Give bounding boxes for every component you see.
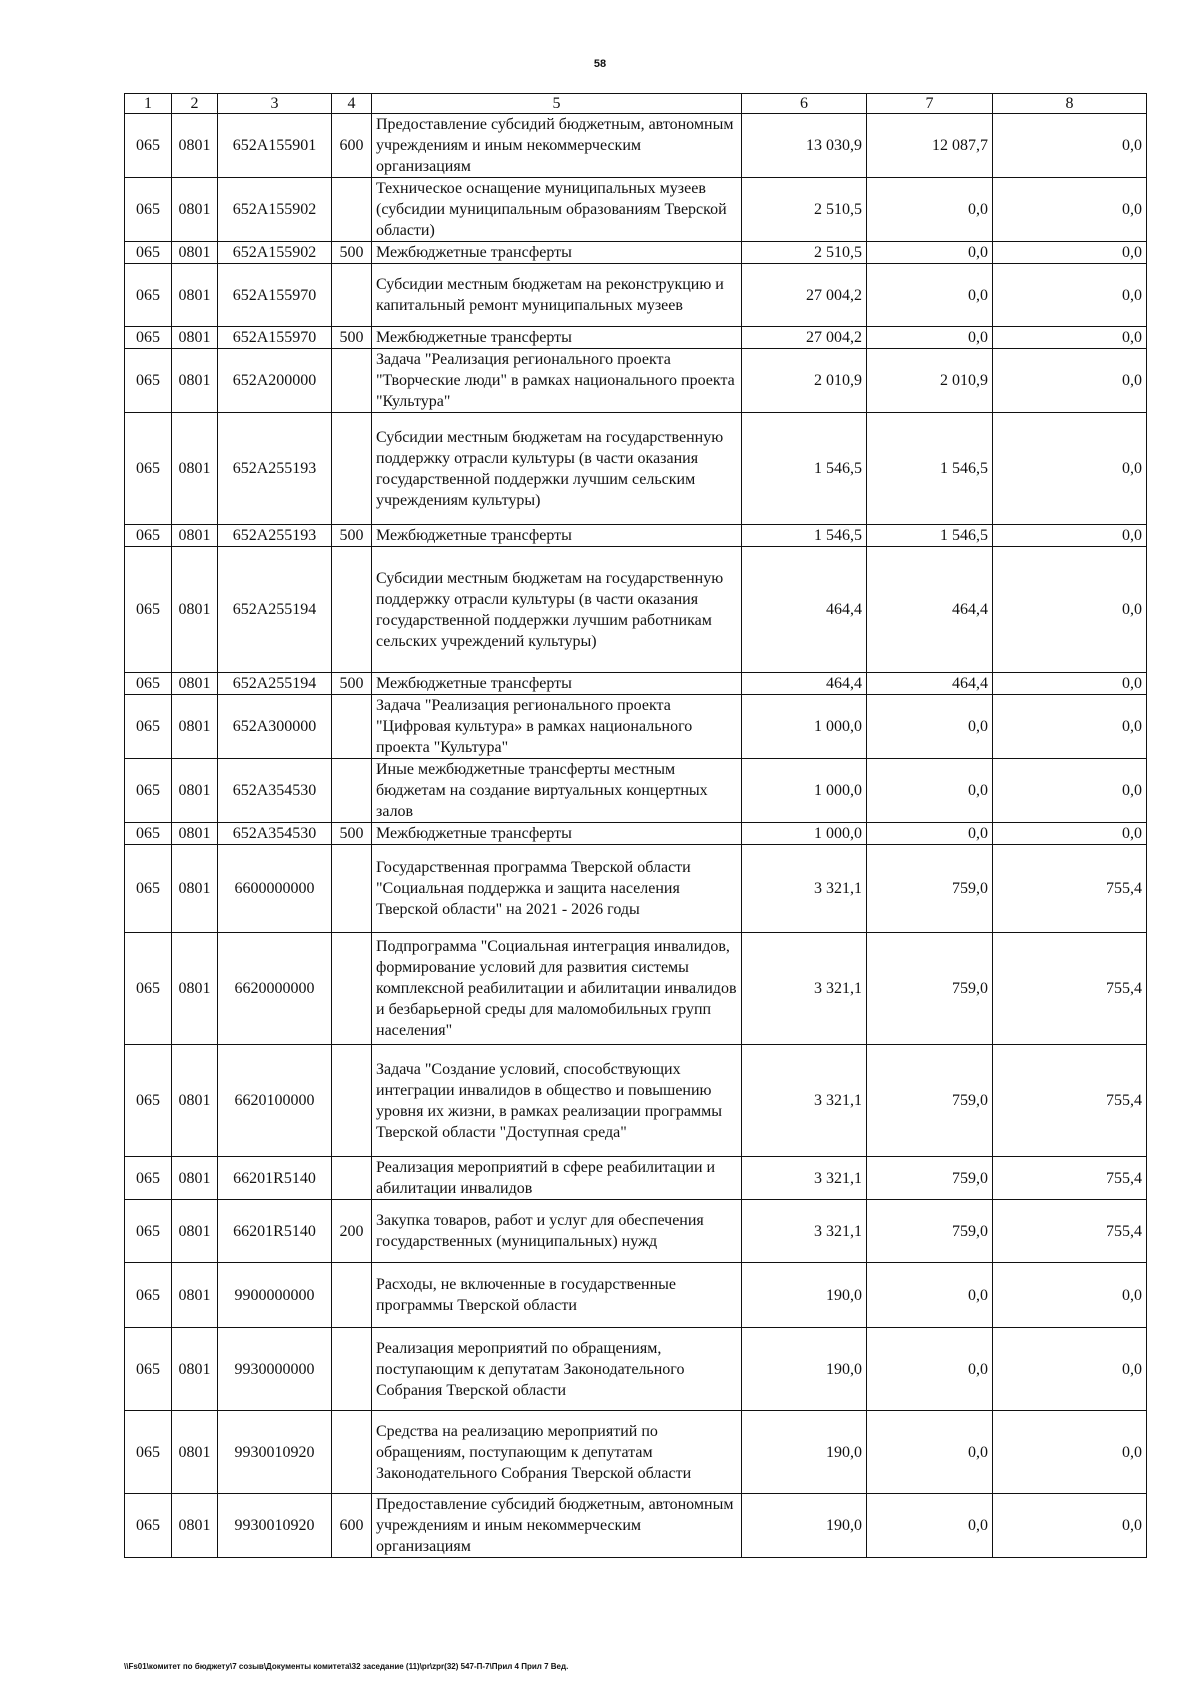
section-cell: 0801 [172, 114, 218, 178]
type-cell: 500 [332, 673, 372, 695]
code-cell: 065 [125, 1045, 172, 1157]
code-cell: 065 [125, 695, 172, 759]
header-cell: 4 [332, 94, 372, 114]
amount-cell: 0,0 [867, 242, 993, 264]
target-cell: 652A255193 [218, 525, 332, 547]
amount-cell: 0,0 [993, 759, 1147, 823]
description-cell: Субсидии местным бюджетам на государственную поддержку отрасли культуры (в части оказания государственной поддержки лучшим сельским учреждениям культуры) [372, 413, 742, 525]
target-cell: 652A300000 [218, 695, 332, 759]
section-cell: 0801 [172, 413, 218, 525]
header-cell: 3 [218, 94, 332, 114]
table-row [125, 823, 1147, 845]
amount-cell: 755,4 [993, 845, 1147, 933]
amount-cell: 0,0 [867, 178, 993, 242]
header-cell: 5 [372, 94, 742, 114]
code-cell: 065 [125, 525, 172, 547]
amount-cell: 0,0 [867, 759, 993, 823]
table-row [125, 845, 1147, 933]
type-cell [332, 759, 372, 823]
section-cell: 0801 [172, 327, 218, 349]
section-cell: 0801 [172, 1157, 218, 1200]
type-cell [332, 178, 372, 242]
code-cell: 065 [125, 1200, 172, 1263]
target-cell: 652A255193 [218, 413, 332, 525]
type-cell [332, 1263, 372, 1328]
amount-cell: 755,4 [993, 1157, 1147, 1200]
table-row [125, 1494, 1147, 1558]
target-cell: 652A200000 [218, 349, 332, 413]
amount-cell: 1 000,0 [742, 823, 867, 845]
type-cell: 200 [332, 1200, 372, 1263]
amount-cell: 1 546,5 [867, 525, 993, 547]
table-row [125, 1157, 1147, 1200]
type-cell: 500 [332, 823, 372, 845]
description-cell: Реализация мероприятий в сфере реабилитации и абилитации инвалидов [372, 1157, 742, 1200]
header-cell: 8 [993, 94, 1147, 114]
amount-cell: 759,0 [867, 1200, 993, 1263]
page-number: 58 [593, 58, 607, 70]
section-cell: 0801 [172, 242, 218, 264]
section-cell: 0801 [172, 264, 218, 327]
amount-cell: 3 321,1 [742, 1200, 867, 1263]
table-row [125, 695, 1147, 759]
amount-cell: 759,0 [867, 1157, 993, 1200]
code-cell: 065 [125, 759, 172, 823]
amount-cell: 0,0 [993, 413, 1147, 525]
amount-cell: 3 321,1 [742, 1157, 867, 1200]
amount-cell: 1 546,5 [867, 413, 993, 525]
amount-cell: 0,0 [867, 327, 993, 349]
description-cell: Реализация мероприятий по обращениям, поступающим к депутатам Законодательного Собрания Тверской области [372, 1328, 742, 1411]
amount-cell: 0,0 [993, 1328, 1147, 1411]
amount-cell: 1 000,0 [742, 759, 867, 823]
amount-cell: 12 087,7 [867, 114, 993, 178]
code-cell: 065 [125, 264, 172, 327]
amount-cell: 0,0 [867, 1263, 993, 1328]
target-cell: 652A155902 [218, 242, 332, 264]
amount-cell: 0,0 [993, 1263, 1147, 1328]
type-cell [332, 547, 372, 673]
target-cell: 652A255194 [218, 673, 332, 695]
amount-cell: 755,4 [993, 933, 1147, 1045]
description-cell: Иные межбюджетные трансферты местным бюджетам на создание виртуальных концертных залов [372, 759, 742, 823]
amount-cell: 464,4 [742, 547, 867, 673]
section-cell: 0801 [172, 1200, 218, 1263]
description-cell: Средства на реализацию мероприятий по обращениям, поступающим к депутатам Законодательного Собрания Тверской области [372, 1411, 742, 1494]
table-row [125, 525, 1147, 547]
table-row [125, 413, 1147, 525]
section-cell: 0801 [172, 845, 218, 933]
amount-cell: 0,0 [993, 264, 1147, 327]
table-row [125, 1411, 1147, 1494]
target-cell: 9930010920 [218, 1411, 332, 1494]
description-cell: Предоставление субсидий бюджетным, автономным учреждениям и иным некоммерческим организациям [372, 1494, 742, 1558]
header-row [125, 94, 1147, 114]
code-cell: 065 [125, 114, 172, 178]
description-cell: Межбюджетные трансферты [372, 525, 742, 547]
amount-cell: 0,0 [993, 695, 1147, 759]
description-cell: Межбюджетные трансферты [372, 823, 742, 845]
type-cell: 500 [332, 327, 372, 349]
type-cell [332, 1157, 372, 1200]
amount-cell: 0,0 [993, 1494, 1147, 1558]
section-cell: 0801 [172, 933, 218, 1045]
amount-cell: 0,0 [867, 1328, 993, 1411]
code-cell: 065 [125, 1494, 172, 1558]
amount-cell: 755,4 [993, 1045, 1147, 1157]
code-cell: 065 [125, 547, 172, 673]
target-cell: 9930000000 [218, 1328, 332, 1411]
target-cell: 652A255194 [218, 547, 332, 673]
code-cell: 065 [125, 1263, 172, 1328]
type-cell [332, 695, 372, 759]
target-cell: 9900000000 [218, 1263, 332, 1328]
header-cell: 7 [867, 94, 993, 114]
description-cell: Субсидии местным бюджетам на реконструкцию и капитальный ремонт муниципальных музеев [372, 264, 742, 327]
type-cell [332, 845, 372, 933]
section-cell: 0801 [172, 823, 218, 845]
amount-cell: 464,4 [867, 547, 993, 673]
amount-cell: 3 321,1 [742, 845, 867, 933]
section-cell: 0801 [172, 1328, 218, 1411]
code-cell: 065 [125, 1411, 172, 1494]
section-cell: 0801 [172, 759, 218, 823]
amount-cell: 0,0 [993, 1411, 1147, 1494]
code-cell: 065 [125, 933, 172, 1045]
target-cell: 6620100000 [218, 1045, 332, 1157]
amount-cell: 0,0 [993, 525, 1147, 547]
amount-cell: 13 030,9 [742, 114, 867, 178]
amount-cell: 1 000,0 [742, 695, 867, 759]
amount-cell: 190,0 [742, 1411, 867, 1494]
type-cell: 600 [332, 1494, 372, 1558]
type-cell [332, 933, 372, 1045]
section-cell: 0801 [172, 673, 218, 695]
target-cell: 66201R5140 [218, 1200, 332, 1263]
amount-cell: 759,0 [867, 933, 993, 1045]
target-cell: 652A155902 [218, 178, 332, 242]
amount-cell: 0,0 [993, 547, 1147, 673]
section-cell: 0801 [172, 1263, 218, 1328]
amount-cell: 755,4 [993, 1200, 1147, 1263]
amount-cell: 0,0 [993, 673, 1147, 695]
amount-cell: 759,0 [867, 1045, 993, 1157]
amount-cell: 0,0 [993, 349, 1147, 413]
table-row [125, 114, 1147, 178]
amount-cell: 3 321,1 [742, 1045, 867, 1157]
description-cell: Межбюджетные трансферты [372, 327, 742, 349]
table-row [125, 1200, 1147, 1263]
target-cell: 6600000000 [218, 845, 332, 933]
section-cell: 0801 [172, 349, 218, 413]
table-row [125, 264, 1147, 327]
table-row [125, 1263, 1147, 1328]
table-body [125, 94, 1147, 1558]
amount-cell: 759,0 [867, 845, 993, 933]
type-cell [332, 264, 372, 327]
table-row [125, 242, 1147, 264]
target-cell: 652A354530 [218, 759, 332, 823]
amount-cell: 190,0 [742, 1263, 867, 1328]
amount-cell: 0,0 [867, 1494, 993, 1558]
description-cell: Расходы, не включенные в государственные программы Тверской области [372, 1263, 742, 1328]
target-cell: 652A155901 [218, 114, 332, 178]
amount-cell: 0,0 [993, 823, 1147, 845]
amount-cell: 2 510,5 [742, 242, 867, 264]
amount-cell: 190,0 [742, 1494, 867, 1558]
target-cell: 6620000000 [218, 933, 332, 1045]
amount-cell: 190,0 [742, 1328, 867, 1411]
table-row [125, 178, 1147, 242]
file-path-footer: \\Fs01\комитет по бюджету\7 созыв\Документы комитета\32 заседание (11)\pr\zpr(32) 547-П-7\Прил 4 Прил 7 Вед. [124, 1662, 569, 1671]
table-row [125, 1328, 1147, 1411]
section-cell: 0801 [172, 178, 218, 242]
header-cell: 2 [172, 94, 218, 114]
section-cell: 0801 [172, 547, 218, 673]
header-cell: 1 [125, 94, 172, 114]
description-cell: Государственная программа Тверской области "Социальная поддержка и защита населения Тверской области" на 2021 - 2026 годы [372, 845, 742, 933]
code-cell: 065 [125, 1157, 172, 1200]
amount-cell: 464,4 [742, 673, 867, 695]
table-row [125, 759, 1147, 823]
amount-cell: 464,4 [867, 673, 993, 695]
code-cell: 065 [125, 673, 172, 695]
target-cell: 9930010920 [218, 1494, 332, 1558]
description-cell: Техническое оснащение муниципальных музеев (субсидии муниципальным образованиям Тверской области) [372, 178, 742, 242]
amount-cell: 0,0 [867, 823, 993, 845]
code-cell: 065 [125, 413, 172, 525]
amount-cell: 1 546,5 [742, 525, 867, 547]
description-cell: Предоставление субсидий бюджетным, автономным учреждениям и иным некоммерческим организациям [372, 114, 742, 178]
table-row [125, 547, 1147, 673]
amount-cell: 0,0 [993, 327, 1147, 349]
amount-cell: 3 321,1 [742, 933, 867, 1045]
code-cell: 065 [125, 1328, 172, 1411]
table-row [125, 327, 1147, 349]
amount-cell: 0,0 [993, 178, 1147, 242]
amount-cell: 2 510,5 [742, 178, 867, 242]
amount-cell: 0,0 [993, 114, 1147, 178]
type-cell: 600 [332, 114, 372, 178]
amount-cell: 0,0 [867, 695, 993, 759]
description-cell: Задача "Реализация регионального проекта "Цифровая культура» в рамках национального проекта "Культура" [372, 695, 742, 759]
table-row [125, 933, 1147, 1045]
target-cell: 652A354530 [218, 823, 332, 845]
type-cell [332, 413, 372, 525]
description-cell: Закупка товаров, работ и услуг для обеспечения государственных (муниципальных) нужд [372, 1200, 742, 1263]
amount-cell: 2 010,9 [867, 349, 993, 413]
amount-cell: 27 004,2 [742, 264, 867, 327]
type-cell [332, 1328, 372, 1411]
code-cell: 065 [125, 845, 172, 933]
description-cell: Задача "Реализация регионального проекта "Творческие люди" в рамках национального проекта "Культура" [372, 349, 742, 413]
table-row [125, 349, 1147, 413]
code-cell: 065 [125, 823, 172, 845]
section-cell: 0801 [172, 695, 218, 759]
code-cell: 065 [125, 349, 172, 413]
description-cell: Подпрограмма "Социальная интеграция инвалидов, формирование условий для развития системы комплексной реабилитации и абилитации инвалидов и безбарьерной среды для маломобильных групп населения" [372, 933, 742, 1045]
table-row [125, 673, 1147, 695]
amount-cell: 2 010,9 [742, 349, 867, 413]
header-cell: 6 [742, 94, 867, 114]
section-cell: 0801 [172, 1494, 218, 1558]
amount-cell: 0,0 [993, 242, 1147, 264]
code-cell: 065 [125, 178, 172, 242]
section-cell: 0801 [172, 525, 218, 547]
target-cell: 66201R5140 [218, 1157, 332, 1200]
amount-cell: 0,0 [867, 1411, 993, 1494]
description-cell: Задача "Создание условий, способствующих интеграции инвалидов в общество и повышению уровня их жизни, в рамках реализации программы Тверской области "Доступная среда" [372, 1045, 742, 1157]
type-cell [332, 1045, 372, 1157]
type-cell: 500 [332, 525, 372, 547]
section-cell: 0801 [172, 1411, 218, 1494]
amount-cell: 0,0 [867, 264, 993, 327]
code-cell: 065 [125, 242, 172, 264]
table-row [125, 1045, 1147, 1157]
amount-cell: 27 004,2 [742, 327, 867, 349]
description-cell: Субсидии местным бюджетам на государственную поддержку отрасли культуры (в части оказания государственной поддержки лучшим работникам сельских учреждений культуры) [372, 547, 742, 673]
section-cell: 0801 [172, 1045, 218, 1157]
type-cell [332, 349, 372, 413]
budget-table [124, 93, 1147, 1558]
type-cell [332, 1411, 372, 1494]
description-cell: Межбюджетные трансферты [372, 242, 742, 264]
code-cell: 065 [125, 327, 172, 349]
description-cell: Межбюджетные трансферты [372, 673, 742, 695]
type-cell: 500 [332, 242, 372, 264]
amount-cell: 1 546,5 [742, 413, 867, 525]
target-cell: 652A155970 [218, 264, 332, 327]
target-cell: 652A155970 [218, 327, 332, 349]
